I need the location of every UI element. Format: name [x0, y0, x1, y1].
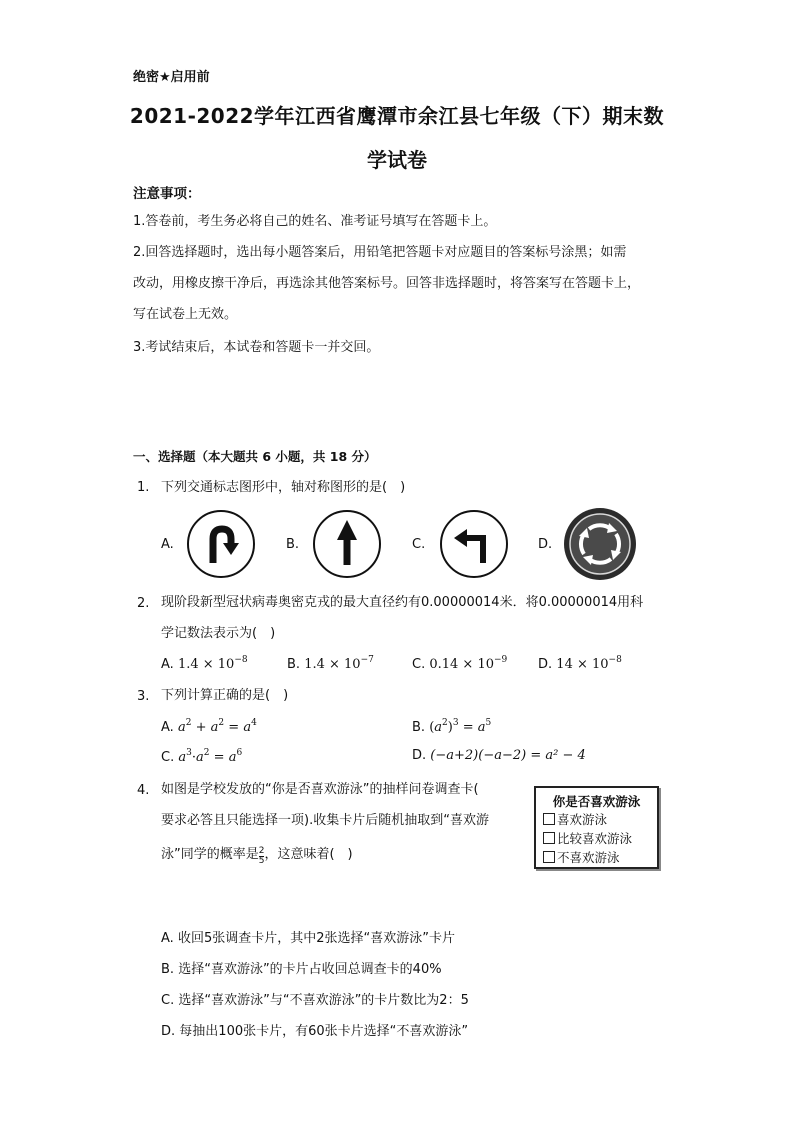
notice-item-2: 2.回答选择题时，选出每小题答案后，用铅笔把答题卡对应题目的答案标号涂黑；如需	[133, 245, 627, 260]
q4-option-b-text: 选择“喜欢游泳”的卡片占收回总调查卡的40%	[178, 962, 442, 977]
q2-option-d-exp: −8	[608, 655, 622, 665]
q1-option-a-label: A.	[161, 537, 174, 552]
u-turn-sign-icon	[186, 509, 256, 579]
survey-card	[534, 786, 659, 869]
section-heading: 一、选择题（本大题共 6 小题，共 18 分）	[133, 449, 377, 464]
straight-arrow-sign-icon	[312, 509, 382, 579]
q4-option-b-label: B.	[161, 962, 175, 977]
q3-option-a: A. $a^2 + a^2 = a^4$	[161, 718, 257, 735]
q4-option-a-label: A.	[161, 931, 174, 946]
q2-option-c-base: 0.14 × 10	[429, 657, 495, 672]
q3-number: 3.	[137, 689, 150, 704]
q2-option-a	[161, 655, 248, 672]
q4-option-a-text: 收回5张调查卡片，其中2张选择“喜欢游泳”卡片	[177, 931, 455, 946]
q4-option-d	[161, 1020, 468, 1039]
q4-number: 4.	[137, 783, 150, 798]
q3-option-d-label: D.	[412, 748, 427, 763]
checkbox-icon	[543, 851, 555, 863]
q2-option-a-label: A.	[161, 657, 174, 672]
q4-option-d-label: D.	[161, 1024, 176, 1039]
notice-item-2-end: 写在试卷上无效。	[133, 307, 238, 322]
survey-item-3	[536, 848, 657, 867]
survey-item-3-label: 不喜欢游泳	[557, 850, 620, 865]
q1-text: 下列交通标志图形中，轴对称图形的是( )	[161, 480, 406, 495]
q3-text: 下列计算正确的是( )	[161, 688, 289, 703]
notice-heading: 注意事项：	[133, 186, 201, 202]
q2-option-b	[287, 655, 374, 672]
q1-option-b-label: B.	[286, 537, 300, 552]
notice-item-1: 1.答卷前，考生务必将自己的姓名、准考证号填写在答题卡上。	[133, 214, 497, 229]
q3-option-b: B. $(a^2)^3 = a^5$	[412, 718, 492, 735]
q2-text-line2: 学记数法表示为( )	[161, 626, 276, 641]
page-title-line1: 2021-2022学年江西省鹰潭市余江县七年级（下）期末数	[129, 104, 665, 128]
q3-option-a-label: A.	[161, 720, 174, 735]
q2-option-d	[538, 655, 622, 672]
q4-text-line2: 要求必答且只能选择一项).收集卡片后随机抽取到“喜欢游	[161, 813, 489, 828]
roundabout-sign-icon	[563, 507, 637, 581]
q1-option-d-label: D.	[538, 537, 553, 552]
q4-option-a	[161, 927, 455, 946]
q2-text-line1: 现阶段新型冠状病毒奥密克戎的最大直径约有0.00000014米．将0.00000014用科	[161, 595, 644, 610]
q4-text-line3-pre: 泳”同学的概率是	[161, 847, 259, 862]
q4-text-line1: 如图是学校发放的“你是否喜欢游泳”的抽样问卷调查卡(	[161, 782, 479, 797]
q4-fraction-numerator: 2	[258, 846, 265, 856]
q4-text-line3	[161, 845, 353, 866]
q2-option-c-label: C.	[412, 657, 426, 672]
checkbox-icon	[543, 813, 555, 825]
survey-item-1	[536, 810, 657, 829]
q2-option-b-label: B.	[287, 657, 301, 672]
q4-option-d-text: 每抽出100张卡片，有60张卡片选择“不喜欢游泳”	[179, 1024, 469, 1039]
q4-option-c-label: C.	[161, 993, 175, 1008]
q3-option-c: C. $a^3\cdot a^2 = a^6$	[161, 748, 243, 765]
q4-fraction-denominator: 5	[258, 856, 265, 866]
q4-option-c-text: 选择“喜欢游泳”与“不喜欢游泳”的卡片数比为2：5	[178, 993, 469, 1008]
q2-option-b-exp: −7	[360, 655, 374, 665]
q4-option-b	[161, 958, 442, 977]
q4-text-line3-post: ，这意味着( )	[264, 847, 353, 862]
page-title-line2: 学试卷	[367, 148, 427, 172]
notice-item-3: 3.考试结束后，本试卷和答题卡一并交回。	[133, 340, 380, 355]
q2-number: 2.	[137, 596, 150, 611]
q2-option-a-base: 1.4 × 10	[177, 657, 235, 672]
q3-option-c-label: C.	[161, 750, 175, 765]
survey-item-1-label: 喜欢游泳	[557, 812, 608, 827]
secret-label: 绝密★启用前	[133, 70, 210, 85]
checkbox-icon	[543, 832, 555, 844]
q2-option-c	[412, 655, 507, 672]
q2-option-c-exp: −9	[494, 655, 508, 665]
q2-option-d-base: 14 × 10	[556, 657, 609, 672]
notice-item-2-cont: 改动，用橡皮擦干净后，再选涂其他答案标号。回答非选择题时，将答案写在答题卡上，	[133, 276, 641, 291]
q1-option-c-label: C.	[412, 537, 426, 552]
q2-option-a-exp: −8	[234, 655, 248, 665]
q2-option-d-label: D.	[538, 657, 553, 672]
survey-item-2-label: 比较喜欢游泳	[557, 831, 633, 846]
q3-option-d-expr: (−a+2)(−a−2) = a² − 4	[430, 748, 586, 763]
q3-option-b-label: B.	[412, 720, 426, 735]
left-turn-sign-icon	[439, 509, 509, 579]
q3-option-d	[412, 748, 586, 763]
q1-number: 1.	[137, 480, 150, 495]
q2-option-b-base: 1.4 × 10	[304, 657, 361, 672]
survey-title: 你是否喜欢游泳	[552, 794, 641, 809]
survey-item-2	[536, 829, 657, 848]
q4-option-c	[161, 989, 469, 1008]
